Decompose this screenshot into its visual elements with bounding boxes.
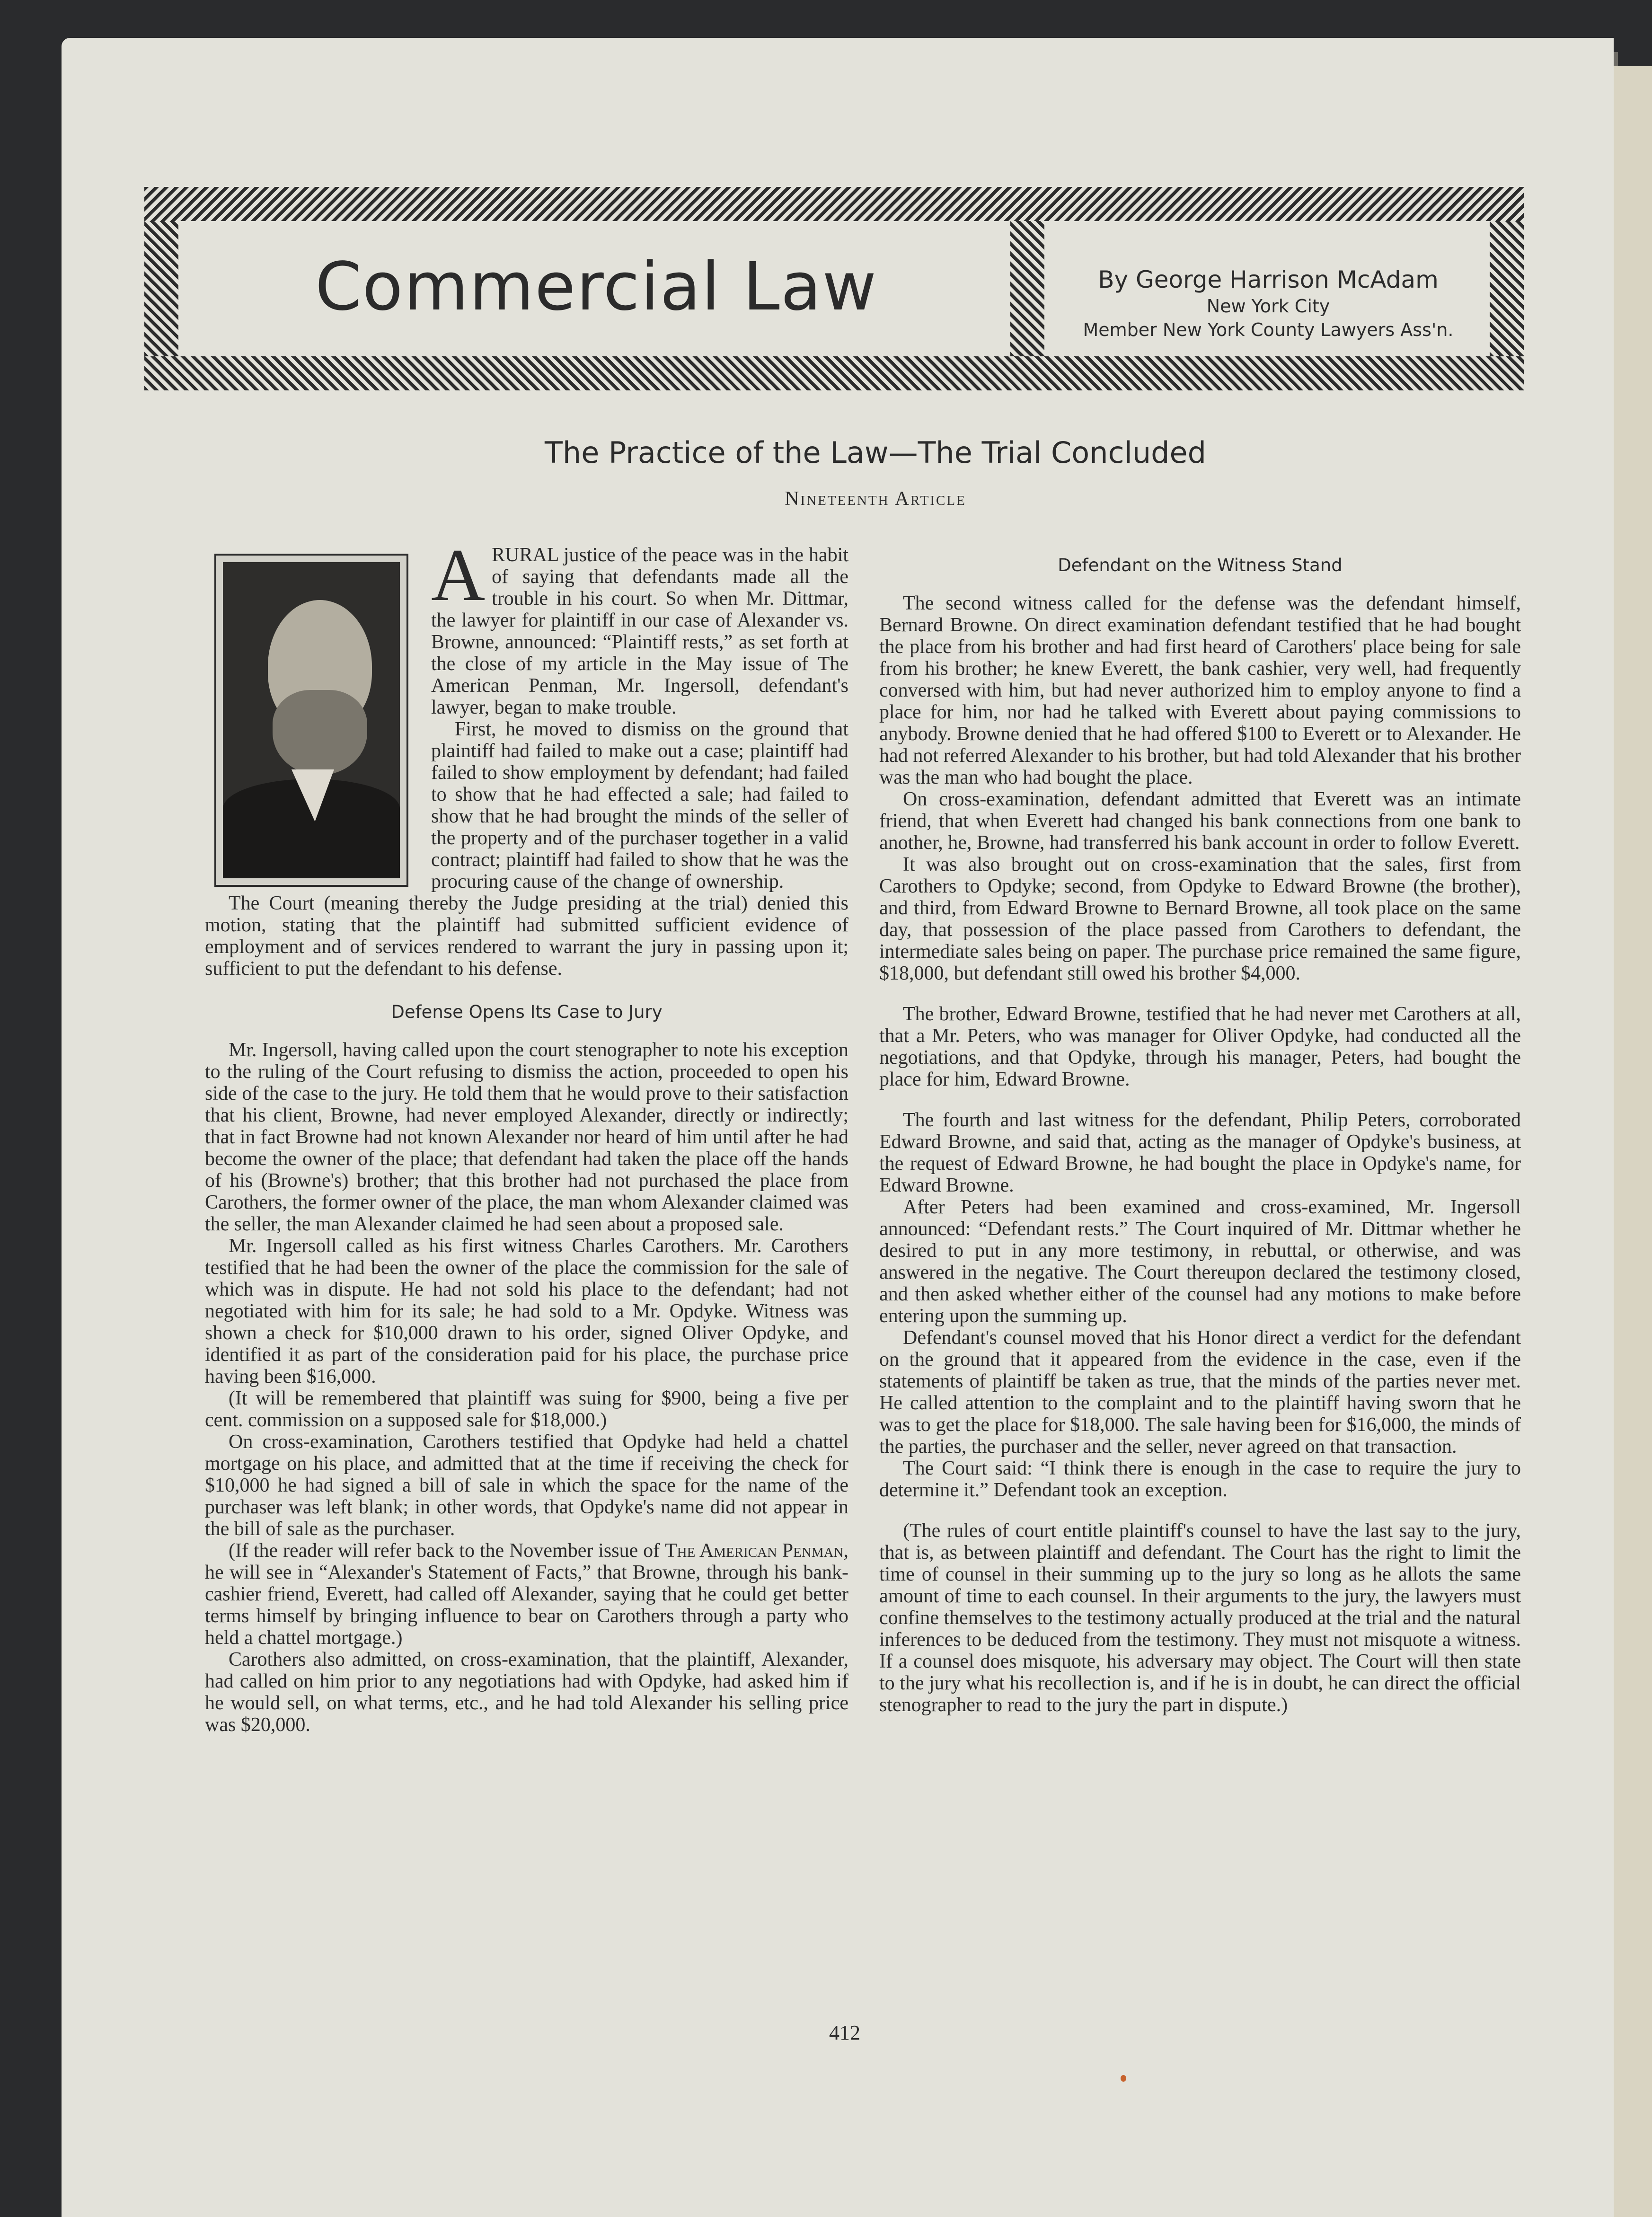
article-subhead: Nineteenth Article [785, 488, 966, 510]
magazine-name: The American Penman [664, 1540, 844, 1562]
section-heading: Defendant on the Witness Stand [1058, 555, 1343, 575]
ornamental-border-divider [1010, 221, 1044, 356]
department-title: Commercial Law [315, 248, 878, 326]
ornamental-border-top [144, 187, 1524, 221]
intro-paragraph: ARURAL justice of the peace was in the habit of saying that defendants made all the trouble in his court. So when Mr. Dittmar, the lawyer for plaintiff in our case of Alexander vs. Browne, announced: “Plaintiff rests,” as set forth at the close of my article in the May issue of The American Penman, Mr. Ingersoll, defendant's lawyer, began to make trouble. [431, 534, 848, 718]
paragraph: First, he moved to dismiss on the ground that plaintiff had failed to make out a case; plaintiff had failed to show employment by defendant; had failed to show that he had effected a sale; had failed to show that he had brought the minds of the seller of the property and of the purchaser together in a valid contract; plaintiff had failed to show that he was the procuring cause of the change of ownership. [431, 718, 848, 892]
author-name: By George Harrison McAdam [1098, 266, 1439, 293]
ornamental-border-bottom [144, 356, 1524, 390]
portrait-photo-icon [214, 554, 408, 887]
ink-spot [1121, 2075, 1126, 2082]
masthead-banner [144, 187, 1524, 390]
paragraph: The brother, Edward Browne, testified that he had never met Carothers at all, that a Mr. Peters, who was manager for Oliver Opdyke, had conducted all the negotiations, and that Opdyke, through his manager, Peters, had bought the place for him, Edward Browne. [879, 1003, 1521, 1090]
paragraph: On cross-examination, defendant admitted that Everett was an intimate friend, that when Everett had changed his bank connections from one bank to another, he, Browne, had transferred his bank account in order to follow Everett. [879, 788, 1521, 854]
right-column [879, 544, 1521, 1716]
paragraph: It was also brought out on cross-examination that the sales, first from Carothers to Opdyke; second, from Opdyke to Edward Browne (the brother), and third, from Edward Browne to Bernard Browne, all took place on the same day, that possession of the place passed from Carothers to defendant, the intermediate sales being on paper. The purchase price remained the same figure, $18,000, but defendant still owed his brother $4,000. [879, 854, 1521, 984]
paragraph: The second witness called for the defense was the defendant himself, Bernard Browne. On direct examination defendant testified that he had bought the place from his brother and had first heard of Carothers' place being for sale from his brother; he knew Everett, the bank cashier, very well, had frequently conversed with him, but had never authorized him to employ anyone to find a place for him, nor had he talked with Everett about paying commissions to anybody. Browne denied that he had offered $100 to Everett or to Alexander. He had not referred Alexander to his brother, but had told Alexander that his brother was the man who had bought the place. [879, 592, 1521, 788]
paragraph: On cross-examination, Carothers testified that Opdyke had held a chattel mortgage on his place, and admitted that at the time if receiving the check for $10,000 he had signed a bill of sale in which the space for the name of the purchaser was left blank; in other words, that Opdyke's name did not appear in the bill of sale as the purchaser. [205, 1431, 848, 1540]
paragraph: (The rules of court entitle plaintiff's counsel to have the last say to the jury, that is, as between plaintiff and defendant. The Court has the right to limit the time of counsel in their summing up to the jury so long as he allots the same amount of time to each counsel. In their arguments to the jury, the lawyers must confine themselves to the testimony actually produced at the trial and the natural inferences to be deduced from the testimony. They must not misquote a witness. If a counsel does misquote, his adversary may object. The Court will then state to the jury what his recollection is, and if he is in doubt, he can direct the official stenographer to read to the jury the part in dispute.) [879, 1520, 1521, 1716]
paragraph: Mr. Ingersoll, having called upon the court stenographer to note his exception to the ruling of the Court refusing to dismiss the action, proceeded to open his side of the case to the jury. He told them that he would prove to their satisfaction that his client, Browne, had never employed Alexander, directly or indirectly; that in fact Browne had not known Alexander nor heard of him until after he had become the owner of the place; that defendant had taken the place off the hands of his (Browne's) brother; that this brother had not purchased the place from Carothers, the former owner of the place, the man whom Alexander claimed was the seller, the man Alexander claimed he had seen about a proposed sale. [205, 1039, 848, 1235]
paragraph: (If the reader will refer back to the November issue of The American Penman, he will see in “Alexander's Statement of Facts,” that Browne, through his bank-cashier friend, Everett, had called off Alexander, saying that he could get better terms himself by bringing influence to bear on Carothers through a party who held a chattel mortgage.) [205, 1540, 848, 1649]
author-membership: Member New York County Lawyers Ass'n. [1083, 319, 1454, 340]
section-heading: Defense Opens Its Case to Jury [391, 1002, 663, 1022]
ornamental-border-right [1490, 221, 1524, 356]
drop-cap: A [431, 534, 486, 617]
paragraph: The Court (meaning thereby the Judge presiding at the trial) denied this motion, stating that the plaintiff had submitted sufficient evidence of employment and of services rendered to warrant the jury in passing upon it; sufficient to put the defendant to his defense. [205, 892, 848, 980]
byline [1051, 265, 1486, 342]
paragraph: (It will be remembered that plaintiff was suing for $900, being a five per cent. commission on a supposed sale for $18,000.) [205, 1387, 848, 1431]
next-page-edge [1614, 66, 1652, 2217]
page-number: 412 [829, 2021, 860, 2044]
article-headline: The Practice of the Law—The Trial Concluded [545, 435, 1206, 470]
paragraph: Mr. Ingersoll called as his first witness Charles Carothers. Mr. Carothers testified that he had been the owner of the place the commission for the sale of which was in dispute. He had not sold his place to the defendant; had not negotiated with him for its sale; he had sold to a Mr. Opdyke. Witness was shown a check for $10,000 drawn to his order, signed Oliver Opdyke, and identified it as part of the consideration paid for his place, the purchase price having been $16,000. [205, 1235, 848, 1387]
author-location: New York City [1206, 296, 1330, 317]
left-column [205, 534, 848, 1736]
paragraph: After Peters had been examined and cross-examined, Mr. Ingersoll announced: “Defendant rests.” The Court inquired of Mr. Dittmar whether he desired to put in any more testimony, in rebuttal, or otherwise, and was answered in the negative. The Court thereupon declared the testimony closed, and then asked whether either of the counsel had any motions to make before entering upon the summing up. [879, 1196, 1521, 1327]
paragraph: Defendant's counsel moved that his Honor direct a verdict for the defendant on the ground that it appeared from the evidence in the case, even if the statements of plaintiff be taken as true, that the minds of the parties never met. He called attention to the complaint and to the plaintiff having sworn that he was to get the place for $18,000. The sale having been for $16,000, the minds of the parties, the purchaser and the seller, never agreed on that transaction. [879, 1327, 1521, 1457]
paragraph: Carothers also admitted, on cross-examination, that the plaintiff, Alexander, had called on him prior to any negotiations had with Opdyke, had asked him if he would sell, on what terms, etc., and he had told Alexander his selling price was $20,000. [205, 1649, 848, 1736]
paragraph: The Court said: “I think there is enough in the case to require the jury to determine it.” Defendant took an exception. [879, 1457, 1521, 1501]
ornamental-border-left [144, 221, 178, 356]
paragraph: The fourth and last witness for the defendant, Philip Peters, corroborated Edward Browne, and said that, acting as the manager of Opdyke's business, at the request of Edward Browne, he had bought the place in Opdyke's name, for Edward Browne. [879, 1109, 1521, 1196]
